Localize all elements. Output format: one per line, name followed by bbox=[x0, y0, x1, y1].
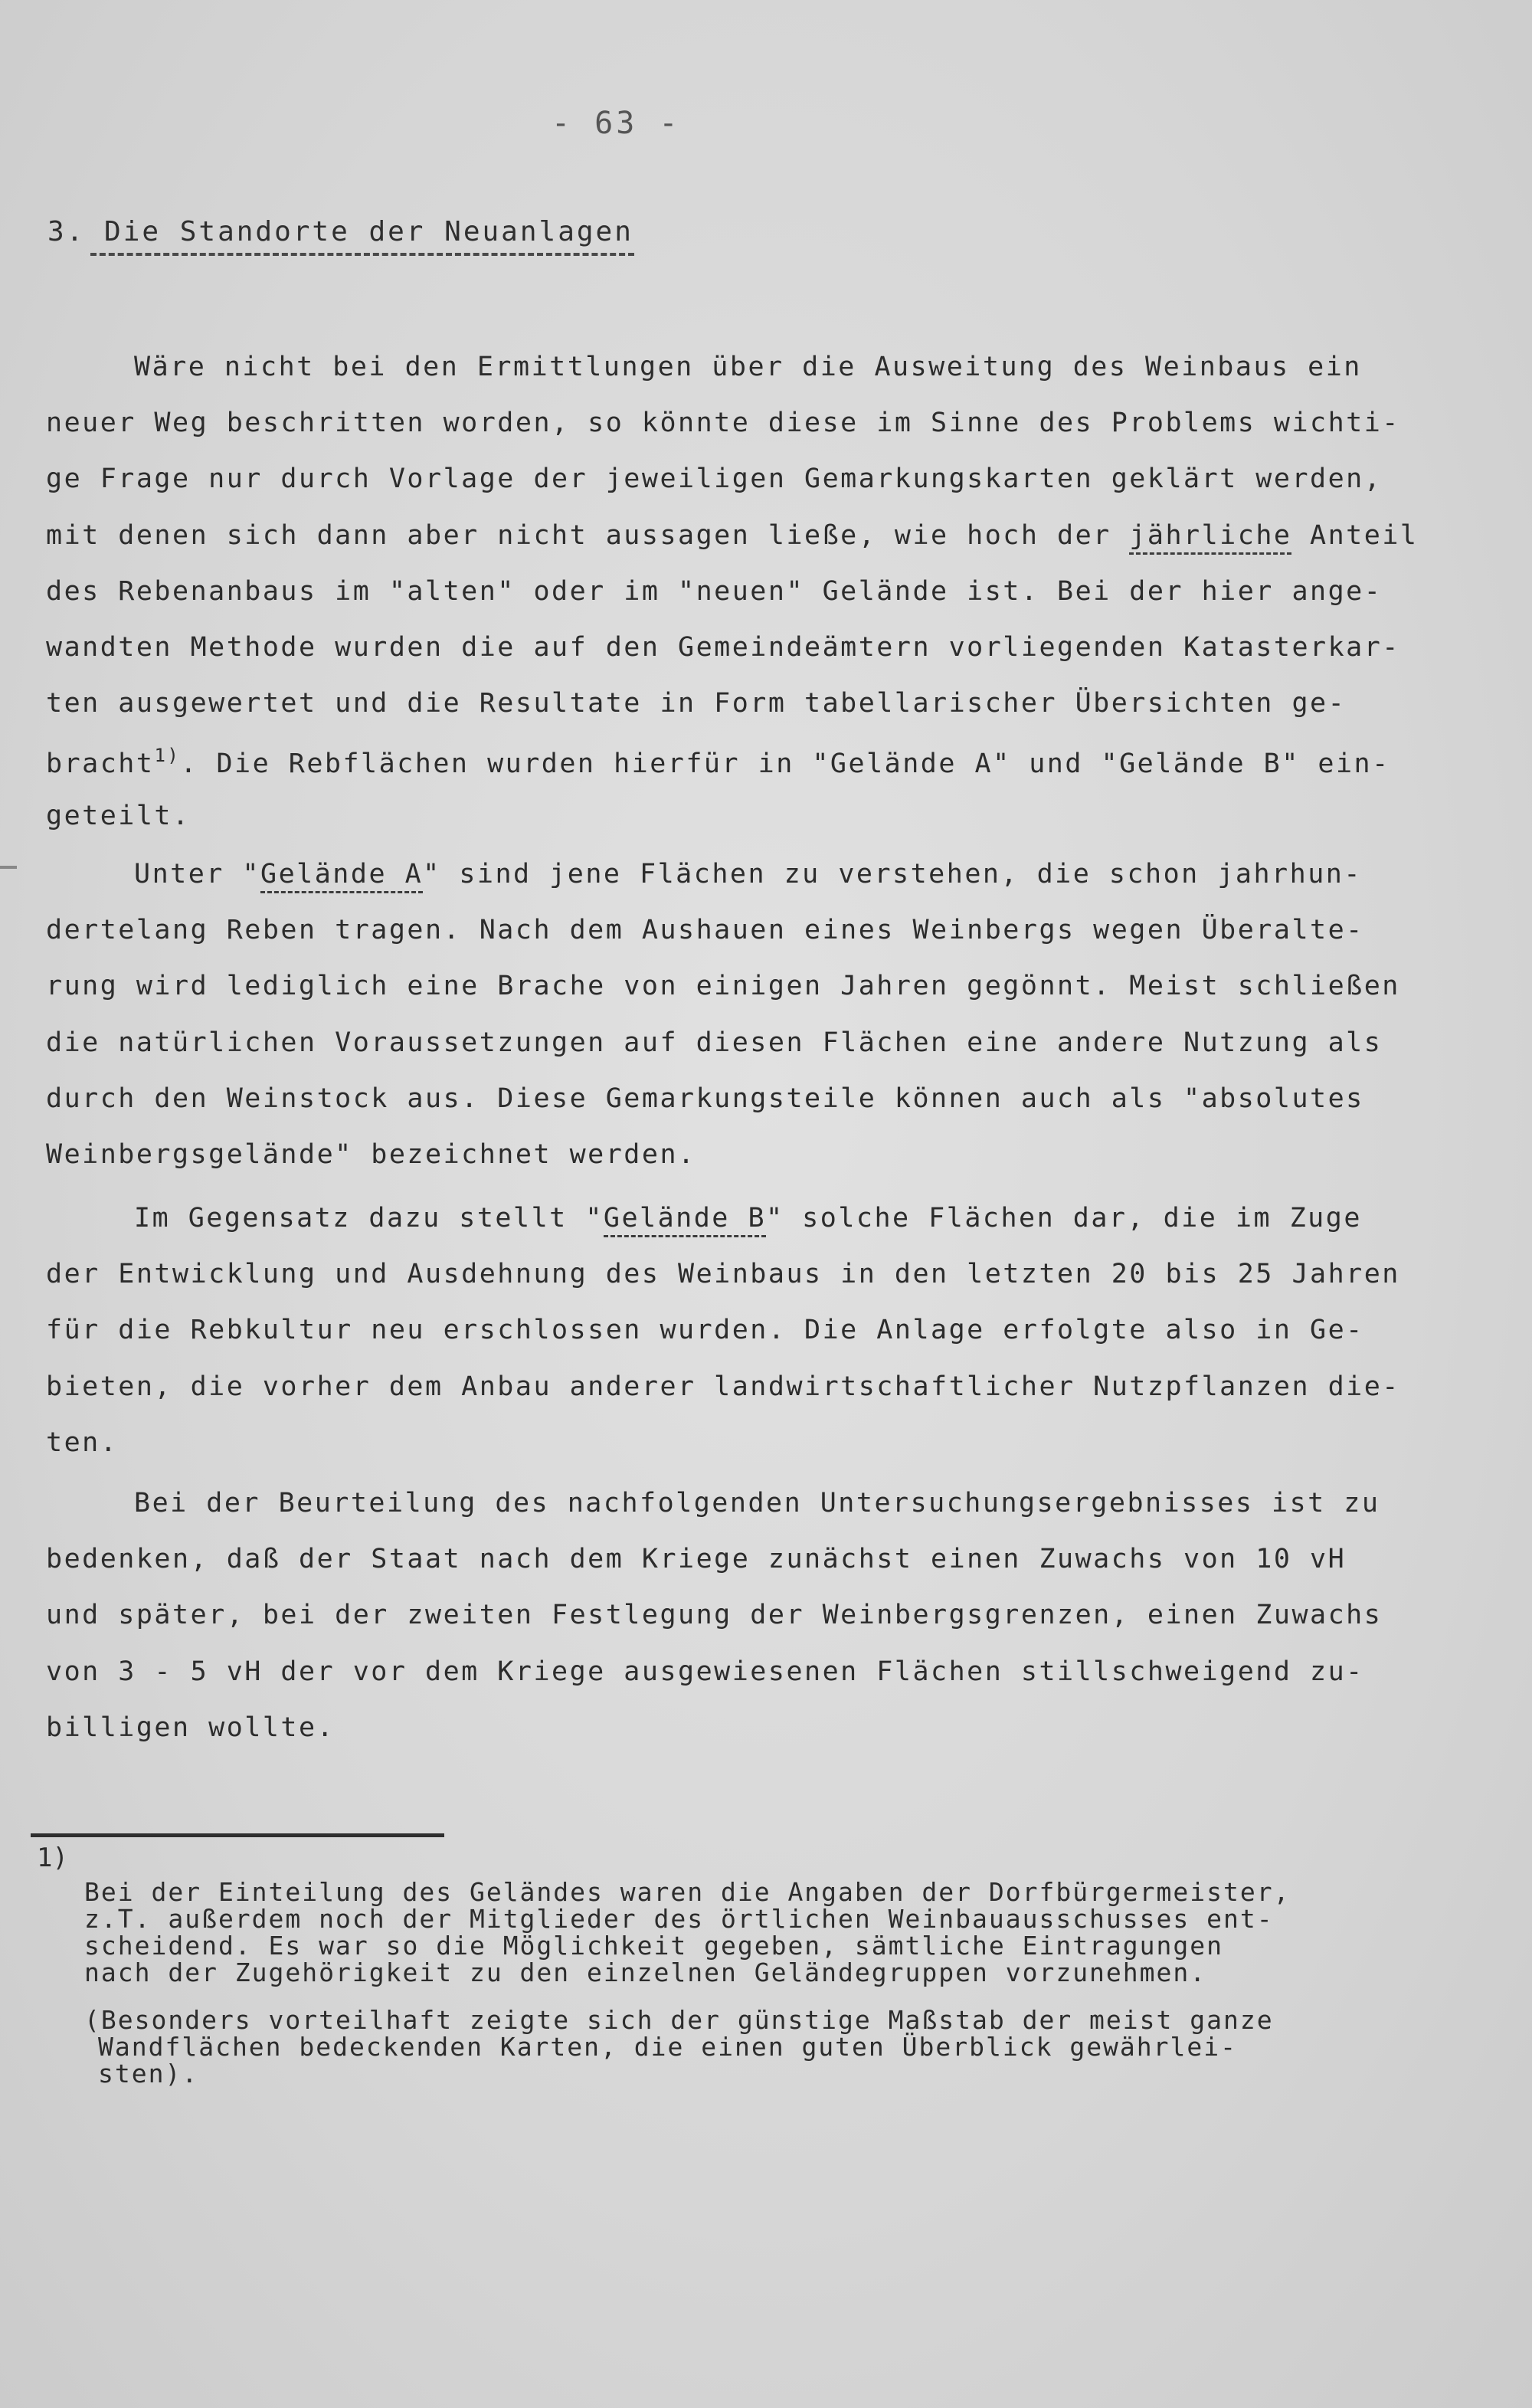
text-line: bieten, die vorher dem Anbau anderer landwirtschaftlicher Nutzpflanzen die- bbox=[46, 1371, 1400, 1402]
page-number: - 63 - bbox=[552, 106, 681, 141]
line-segment: " solche Flächen dar, die im Zuge bbox=[766, 1203, 1362, 1233]
text-line: ten ausgewertet und die Resultate in Form tabellarischer Übersichten ge- bbox=[46, 688, 1347, 719]
text-line: billigen wollte. bbox=[46, 1712, 336, 1743]
text-line: rung wird lediglich eine Brache von einigen Jahren gegönnt. Meist schließen bbox=[46, 971, 1400, 1002]
line-segment: bracht bbox=[46, 749, 155, 780]
line-segment: . Die Rebflächen wurden hierfür in "Gelände A" und "Gelände B" ein- bbox=[180, 749, 1390, 780]
line-segment: Im Gegensatz dazu stellt " bbox=[134, 1203, 604, 1233]
text-line: bedenken, daß der Staat nach dem Kriege zunächst einen Zuwachs von 10 vH bbox=[46, 1544, 1347, 1575]
text-line: die natürlichen Voraussetzungen auf diesen Flächen eine andere Nutzung als bbox=[46, 1027, 1383, 1058]
text-line: des Rebenanbaus im "alten" oder im "neuen" Gelände ist. Bei der hier ange- bbox=[46, 575, 1383, 607]
text-line: und später, bei der zweiten Festlegung der Weinbergsgrenzen, einen Zuwachs bbox=[46, 1600, 1383, 1631]
text-line bbox=[134, 1205, 1362, 1232]
heading-underline bbox=[90, 253, 634, 256]
text-line: dertelang Reben tragen. Nach dem Aushauen eines Weinbergs wegen Überalte- bbox=[46, 915, 1364, 946]
underlined-term: Gelände A bbox=[260, 859, 423, 893]
text-line: Bei der Beurteilung des nachfolgenden Untersuchungsergebnisses ist zu bbox=[134, 1488, 1380, 1519]
footnote-reference: 1) bbox=[154, 745, 181, 767]
margin-mark bbox=[0, 866, 17, 869]
text-line: ten. bbox=[46, 1427, 119, 1458]
footnote-line: scheidend. Es war so die Möglichkeit gegeben, sämtliche Eintragungen bbox=[84, 1931, 1224, 1961]
line-segment: Unter " bbox=[134, 859, 261, 889]
text-line bbox=[46, 519, 1419, 551]
text-line: wandten Methode wurden die auf den Gemeindeämtern vorliegenden Katasterkar- bbox=[46, 632, 1400, 663]
text-line: von 3 - 5 vH der vor dem Kriege ausgewiesenen Flächen stillschweigend zu- bbox=[46, 1656, 1364, 1687]
footnote-line: Wandflächen bedeckenden Karten, die einen guten Überblick gewährlei- bbox=[98, 2032, 1238, 2062]
line-segment: " sind jene Flächen zu verstehen, die schon jahrhun- bbox=[423, 859, 1362, 889]
footnote-line: sten). bbox=[98, 2059, 199, 2089]
footnote-line: z.T. außerdem noch der Mitglieder des örtlichen Weinbauausschusses ent- bbox=[84, 1904, 1274, 1934]
line-segment: Anteil bbox=[1291, 519, 1419, 551]
section-heading: 3. Die Standorte der Neuanlagen bbox=[47, 216, 633, 247]
footnote-marker: 1) bbox=[37, 1843, 68, 1873]
text-line: geteilt. bbox=[46, 800, 191, 831]
text-line: neuer Weg beschritten worden, so könnte diese im Sinne des Problems wichti- bbox=[46, 408, 1400, 439]
text-line: durch den Weinstock aus. Diese Gemarkungsteile können auch als "absolutes bbox=[46, 1083, 1364, 1114]
text-line: für die Rebkultur neu erschlossen wurden. Die Anlage erfolgte also in Ge- bbox=[46, 1315, 1364, 1346]
underlined-term: Gelände B bbox=[604, 1203, 766, 1237]
underlined-term: jährliche bbox=[1129, 520, 1291, 555]
text-line: der Entwicklung und Ausdehnung des Weinbaus in den letzten 20 bis 25 Jahren bbox=[46, 1259, 1400, 1290]
footnote-rule bbox=[31, 1833, 444, 1837]
text-line bbox=[46, 746, 1390, 778]
text-line bbox=[134, 861, 1362, 888]
footnote-line: Bei der Einteilung des Geländes waren die Angaben der Dorfbürgermeister, bbox=[84, 1877, 1291, 1907]
line-segment: mit denen sich dann aber nicht aussagen ließe, wie hoch der bbox=[46, 519, 1130, 551]
footnote-line: (Besonders vorteilhaft zeigte sich der günstige Maßstab der meist ganze bbox=[84, 2005, 1274, 2035]
text-line: Wäre nicht bei den Ermittlungen über die Ausweitung des Weinbaus ein bbox=[134, 352, 1362, 382]
footnote-line: nach der Zugehörigkeit zu den einzelnen Geländegruppen vorzunehmen. bbox=[84, 1958, 1207, 1987]
text-line: ge Frage nur durch Vorlage der jeweiligen Gemarkungskarten geklärt werden, bbox=[46, 464, 1383, 495]
text-line: Weinbergsgelände" bezeichnet werden. bbox=[46, 1139, 696, 1170]
